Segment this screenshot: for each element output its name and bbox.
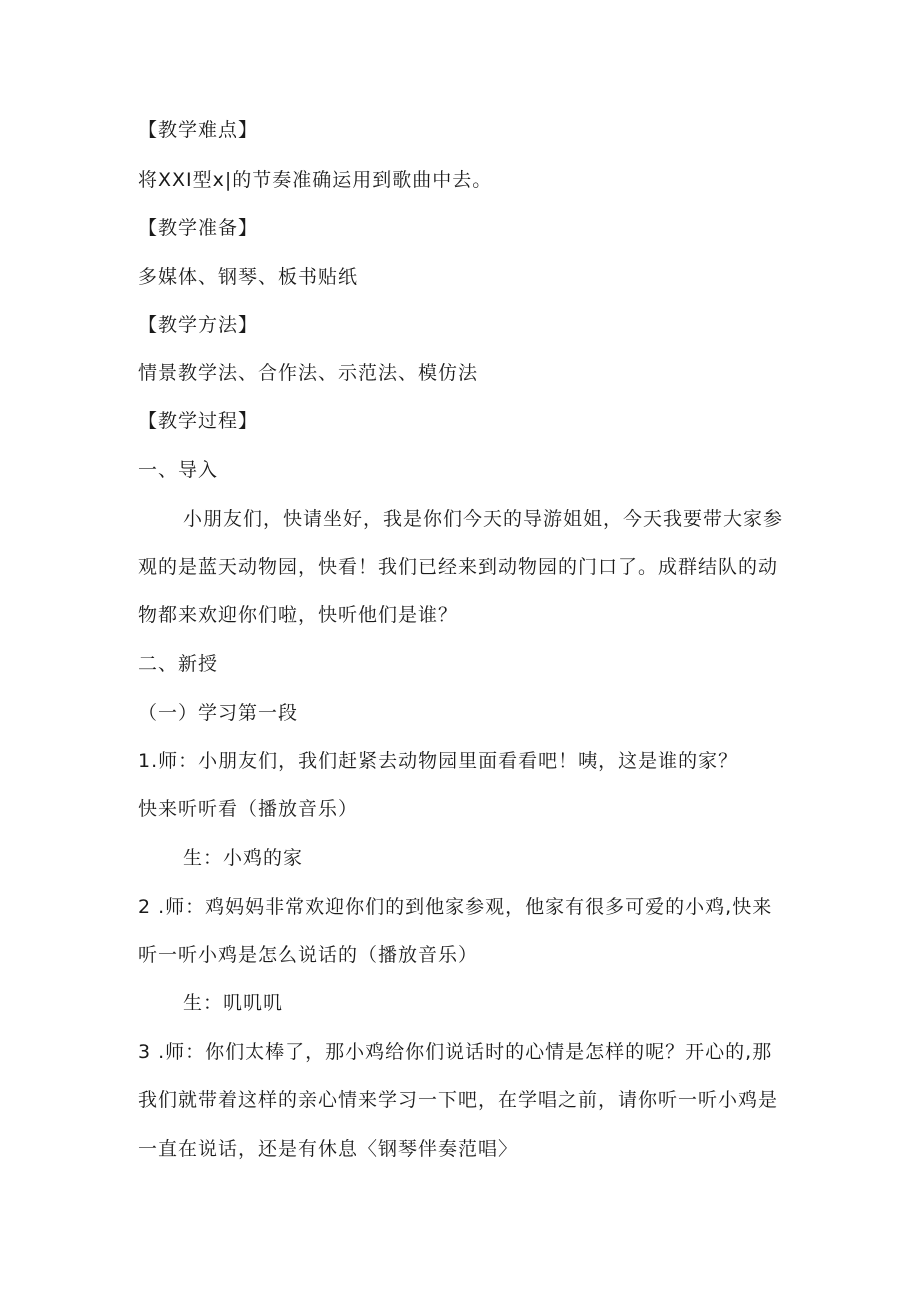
intro-paragraph-line: 小朋友们，快请坐好，我是你们今天的导游姐姐，今天我要带大家参 [183, 508, 784, 530]
step2-line: 2 .师：鸡妈妈非常欢迎你们的到他家参观，他家有很多可爱的小鸡,快来 [138, 896, 773, 918]
method-heading: 【教学方法】 [138, 314, 259, 336]
step1-answer: 生：小鸡的家 [183, 847, 304, 869]
step2-line: 听一听小鸡是怎么说话的（播放音乐） [138, 944, 479, 966]
new-heading: 二、新授 [138, 653, 219, 675]
step1-line: 快来听听看（播放音乐） [138, 798, 359, 820]
intro-paragraph-line: 物都来欢迎你们啦，快听他们是谁？ [138, 604, 459, 626]
process-heading: 【教学过程】 [138, 410, 259, 432]
step2-answer: 生：叽叽叽 [183, 992, 284, 1014]
difficulty-text: 将XXI型x|的节奏准确运用到歌曲中去。 [138, 169, 493, 191]
difficulty-heading: 【教学难点】 [138, 119, 259, 141]
step3-line: 3 .师：你们太棒了，那小鸡给你们说话时的心情是怎样的呢？开心的,那 [138, 1041, 773, 1063]
step3-line: 一直在说话，还是有休息〈钢琴伴奏范唱〉 [138, 1138, 519, 1160]
sub1-heading: （一）学习第一段 [138, 702, 299, 724]
prep-heading: 【教学准备】 [138, 217, 259, 239]
method-text: 情景教学法、合作法、示范法、模仿法 [138, 362, 479, 384]
intro-heading: 一、导入 [138, 459, 219, 481]
step3-line: 我们就带着这样的亲心情来学习一下吧，在学唱之前，请你听一听小鸡是 [138, 1089, 779, 1111]
intro-paragraph-line: 观的是蓝天动物园，快看！我们已经来到动物园的门口了。成群结队的动 [138, 556, 779, 578]
step1-line: 1.师：小朋友们，我们赶紧去动物园里面看看吧！咦，这是谁的家？ [138, 750, 739, 772]
prep-text: 多媒体、钢琴、板书贴纸 [138, 266, 359, 288]
